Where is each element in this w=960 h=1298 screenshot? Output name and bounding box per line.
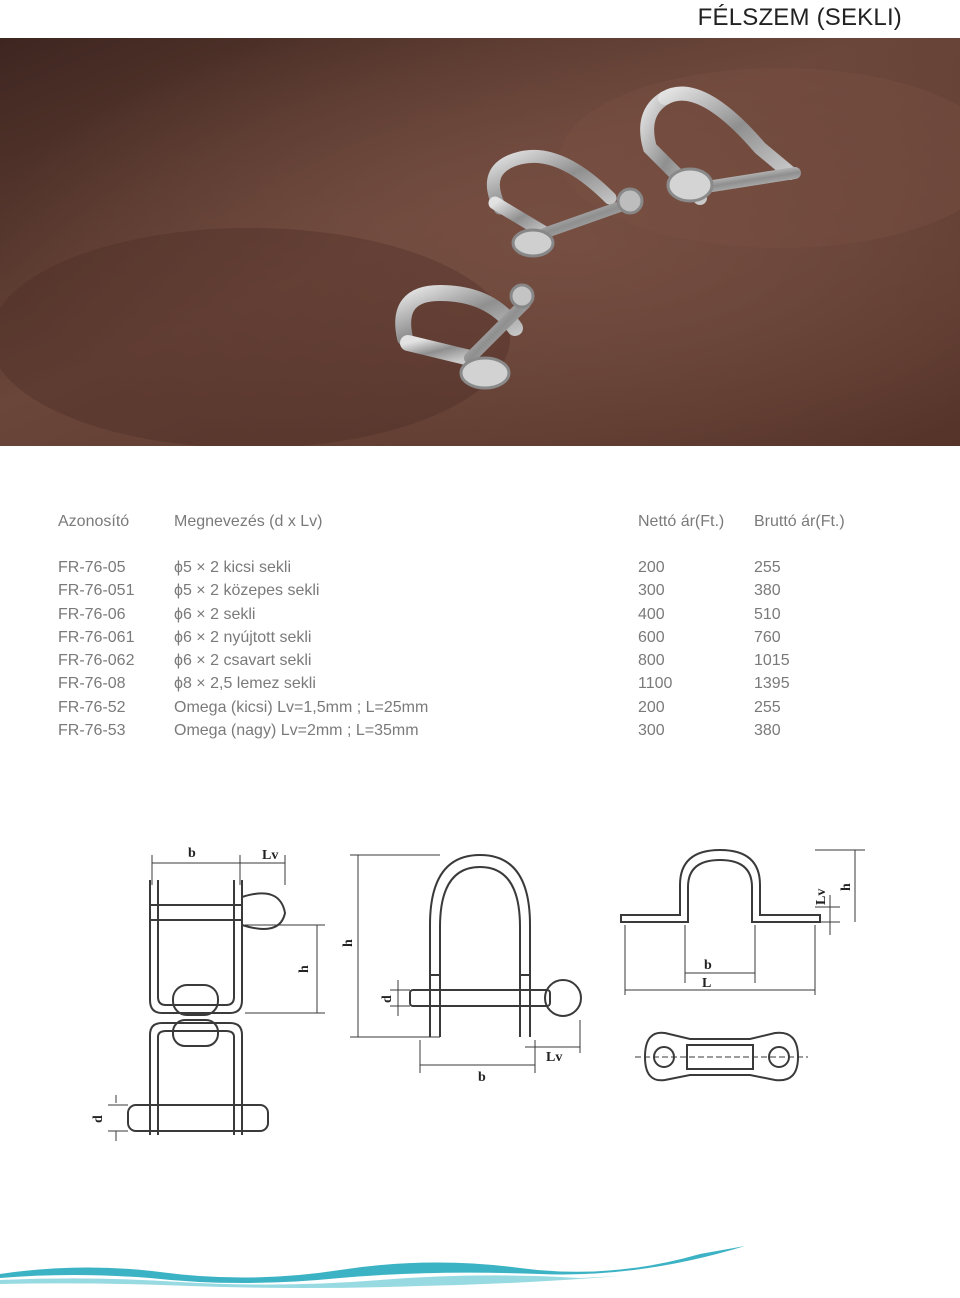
dim-b-label: b <box>188 846 196 861</box>
table-row <box>58 696 898 719</box>
cell-net: 800 <box>638 652 665 670</box>
cell-net: 200 <box>638 559 665 576</box>
cell-gross: 380 <box>754 582 781 600</box>
page-title: FÉLSZEM (SEKLI) <box>697 4 902 31</box>
dim-d-label-2: d <box>380 995 395 1003</box>
dim-lv-label-2: Lv <box>546 1050 563 1065</box>
cell-gross: 510 <box>754 605 781 623</box>
cell-name: ϕ8 × 2,5 lemez sekli <box>174 675 316 693</box>
dim-h-label-1: h <box>297 965 312 973</box>
header-id: Azonosító <box>58 513 130 530</box>
table-row <box>58 649 898 672</box>
cell-gross: 1015 <box>754 652 790 670</box>
price-table <box>58 510 898 742</box>
cell-name: ϕ5 × 2 kicsi sekli <box>174 559 291 576</box>
cell-id: FR-76-06 <box>58 605 126 623</box>
cell-id: FR-76-061 <box>58 628 135 646</box>
dim-lv-label: Lv <box>262 848 279 863</box>
cell-name: ϕ5 × 2 közepes sekli <box>174 582 320 600</box>
header-net-price: Nettó ár(Ft.) <box>638 513 725 530</box>
table-row <box>58 719 898 742</box>
dim-d-label-1: d <box>91 1115 106 1123</box>
header-name: Megnevezés (d x Lv) <box>174 513 323 530</box>
cell-name: ϕ6 × 2 sekli <box>174 605 256 623</box>
table-row <box>58 556 898 579</box>
table-row <box>58 626 898 649</box>
table-row <box>58 672 898 695</box>
header-gross-price: Bruttó ár(Ft.) <box>754 513 845 530</box>
cell-net: 1100 <box>638 675 673 693</box>
cell-id: FR-76-08 <box>58 675 126 693</box>
dim-h-label-3: h <box>839 883 854 891</box>
cell-net: 400 <box>638 605 665 623</box>
cell-net: 300 <box>638 722 665 740</box>
cell-name: ϕ6 × 2 nyújtott sekli <box>174 628 312 646</box>
dim-lv-label-3: Lv <box>814 888 829 905</box>
table-header <box>58 510 898 534</box>
cell-gross: 380 <box>754 722 781 740</box>
cell-id: FR-76-05 <box>58 559 126 576</box>
cell-id: FR-76-062 <box>58 652 135 670</box>
cell-gross: 255 <box>754 559 781 576</box>
cell-name: ϕ6 × 2 csavart sekli <box>174 652 312 670</box>
cell-net: 200 <box>638 698 665 716</box>
product-photo <box>0 38 960 446</box>
cell-name: Omega (kicsi) Lv=1,5mm ; L=25mm <box>174 698 429 716</box>
dim-b-label-3: b <box>704 958 712 973</box>
cell-net: 600 <box>638 628 665 646</box>
dim-b-label-2: b <box>478 1070 486 1085</box>
cell-id: FR-76-051 <box>58 582 135 600</box>
dim-l-label: L <box>702 976 712 991</box>
decorative-wave <box>0 1232 960 1292</box>
cell-id: FR-76-52 <box>58 698 126 716</box>
technical-drawings <box>80 825 880 1165</box>
cell-id: FR-76-53 <box>58 722 126 740</box>
dim-h-label-2: h <box>341 939 356 947</box>
cell-gross: 255 <box>754 698 781 716</box>
drawing-double-shackle <box>91 846 325 1141</box>
table-row <box>58 579 898 602</box>
cell-gross: 1395 <box>754 675 790 693</box>
table-row <box>58 603 898 626</box>
cell-net: 300 <box>638 582 665 600</box>
cell-name: Omega (nagy) Lv=2mm ; L=35mm <box>174 722 419 740</box>
cell-gross: 760 <box>754 628 781 646</box>
drawing-single-shackle <box>341 855 581 1085</box>
drawing-omega <box>621 850 865 1080</box>
